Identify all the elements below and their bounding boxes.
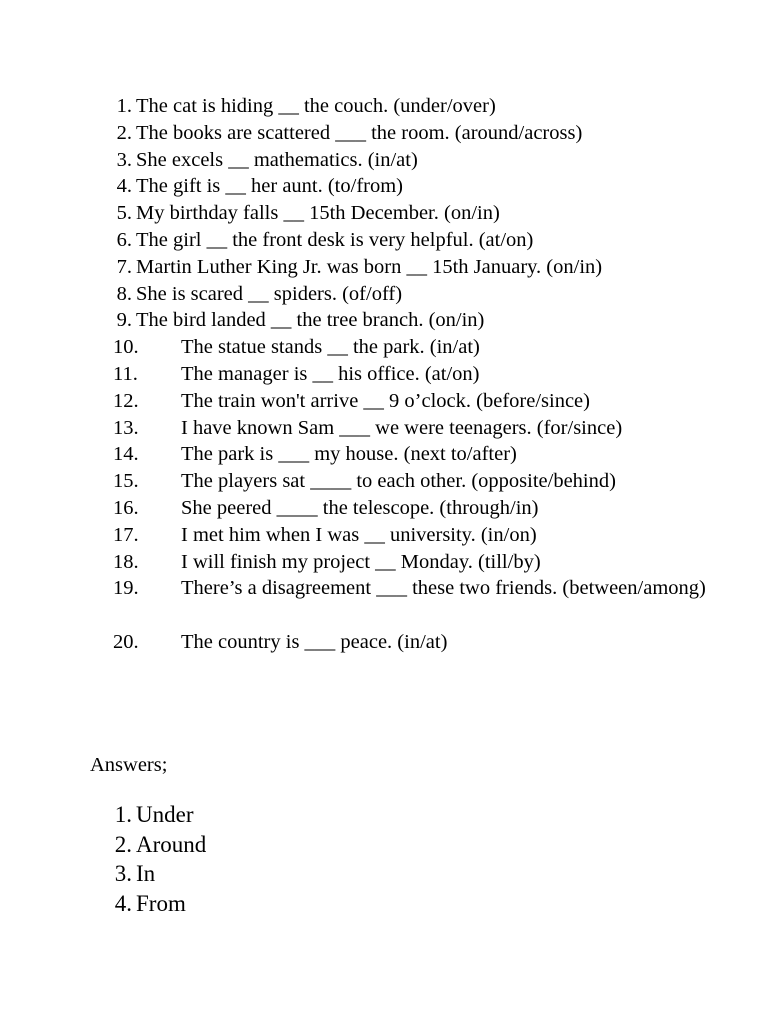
question-text: I have known Sam ___ we were teenagers. (for/since) — [181, 416, 623, 439]
question-number: 5. — [116, 202, 132, 225]
question-item — [0, 361, 768, 388]
question-item — [0, 388, 768, 415]
question-number: 19. — [113, 577, 139, 600]
question-list — [0, 93, 768, 656]
answer-number: 3. — [114, 861, 132, 887]
question-number: 18. — [113, 550, 139, 573]
question-item — [0, 227, 768, 254]
question-text: The books are scattered ___ the room. (around/across) — [136, 121, 583, 144]
question-item — [0, 147, 768, 174]
question-text: The girl __ the front desk is very helpful. (at/on) — [136, 228, 534, 251]
question-number: 16. — [113, 496, 139, 519]
question-number: 9. — [116, 309, 132, 332]
question-text: The cat is hiding __ the couch. (under/over) — [136, 95, 496, 117]
question-number: 15. — [113, 470, 139, 493]
question-text: She peered ____ the telescope. (through/in) — [181, 496, 539, 519]
question-item — [0, 441, 768, 468]
question-item — [0, 415, 768, 442]
question-number: 10. — [113, 336, 139, 359]
question-item — [0, 307, 768, 334]
question-text: The manager is __ his office. (at/on) — [181, 362, 480, 385]
answer-number: 2. — [114, 831, 132, 857]
question-number: 3. — [116, 148, 132, 171]
question-text: She is scared __ spiders. (of/off) — [136, 282, 403, 305]
question-item — [0, 200, 768, 227]
question-text: I met him when I was __ university. (in/on) — [181, 523, 537, 546]
question-item — [0, 334, 768, 361]
question-text: There’s a disagreement ___ these two friends. (between/among) — [181, 577, 706, 600]
answers-heading: Answers; — [90, 754, 168, 776]
question-text: The train won't arrive __ 9 o’clock. (before/since) — [181, 389, 590, 412]
question-number: 11. — [113, 362, 138, 385]
question-item — [0, 495, 768, 522]
question-item — [0, 254, 768, 281]
question-text: My birthday falls __ 15th December. (on/in) — [136, 202, 500, 225]
question-item — [0, 93, 768, 120]
question-text: The bird landed __ the tree branch. (on/in) — [136, 309, 485, 332]
question-number: 6. — [116, 228, 132, 251]
answer-text: Under — [136, 802, 194, 827]
question-number: 1. — [116, 95, 132, 117]
question-number: 20. — [113, 630, 139, 653]
question-text: The park is ___ my house. (next to/after) — [181, 443, 517, 466]
question-item — [0, 522, 768, 549]
question-text: I will finish my project __ Monday. (till/by) — [181, 550, 541, 573]
question-text: The gift is __ her aunt. (to/from) — [136, 175, 404, 198]
question-item — [0, 468, 768, 495]
question-number: 12. — [113, 389, 139, 412]
question-text: The players sat ____ to each other. (opposite/behind) — [181, 470, 616, 493]
question-text: She excels __ mathematics. (in/at) — [136, 148, 418, 171]
question-number: 4. — [116, 175, 132, 198]
question-text: The statue stands __ the park. (in/at) — [181, 336, 480, 359]
question-item — [0, 281, 768, 308]
question-text: Martin Luther King Jr. was born __ 15th January. (on/in) — [136, 255, 603, 278]
question-item — [0, 549, 768, 576]
question-item — [0, 575, 768, 629]
answer-text: From — [136, 891, 186, 917]
answer-number: 1. — [114, 802, 132, 827]
question-number: 14. — [113, 443, 139, 466]
question-text: The country is ___ peace. (in/at) — [181, 630, 448, 653]
question-item — [0, 173, 768, 200]
question-item — [0, 629, 768, 656]
question-number: 2. — [116, 121, 132, 144]
answer-number: 4. — [114, 891, 132, 917]
answer-text: In — [136, 861, 156, 887]
answer-text: Around — [136, 831, 207, 857]
question-item — [0, 120, 768, 147]
question-number: 13. — [113, 416, 139, 439]
question-number: 8. — [116, 282, 132, 305]
question-number: 7. — [116, 255, 132, 278]
question-number: 17. — [113, 523, 139, 546]
